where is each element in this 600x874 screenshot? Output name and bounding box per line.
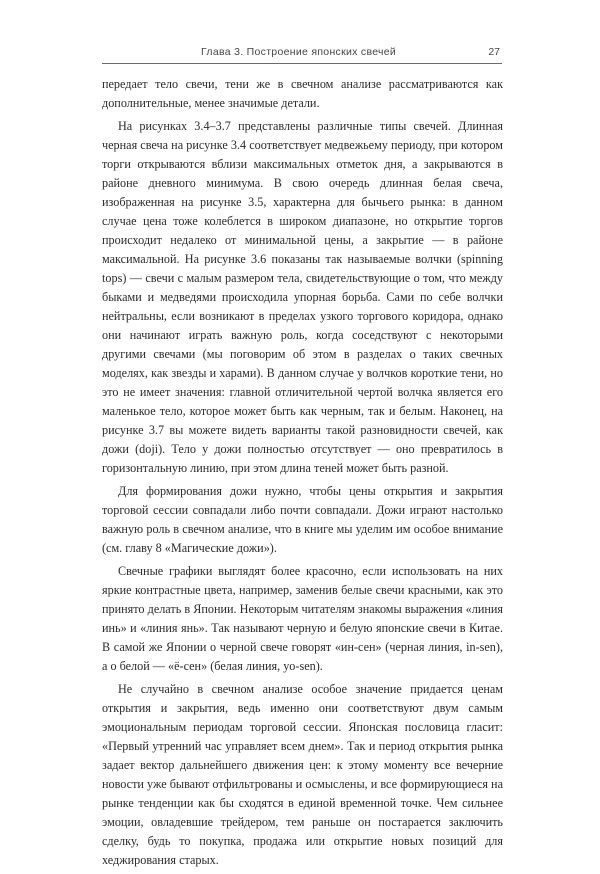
paragraph: Не случайно в свечном анализе особое значение придается ценам открытия и закрытия, ведь именно они соответствуют двум самым эмоциональным периодам торговой сессии. Японская пословица гласит: «Первый утренний час управляет всем днем». Так и период открытия рынка задает вектор дальнейшего движения цен: к этому моменту все вечерние новости уже бывают отфильтрованы и осмыслены, и все формирующиеся на рынке тенденции как бы сходятся в единой временной точке. Чем сильнее эмоции, овладевшие трейдером, тем раньше он постарается заключить сделку, будь то покупка, продажа или открытие новых позиций для хеджирования старых. — [102, 682, 503, 867]
body-text — [102, 75, 503, 874]
paragraph: На рисунках 3.4–3.7 представлены различные типы свечей. Длинная черная свеча на рисунке 3.4 соответствует медвежьему периоду, при котором торги открываются вблизи максимальных отметок дня, а закрываются в районе дневного минимума. В свою очередь длинная белая свеча, изображенная на рисунке 3.5, характерна для бычьего рынка: в данном случае цена тоже колеблется в широком диапазоне, но открытие торгов происходит недалеко от минимальной цены, а закрытие — в районе максимальной. На рисунке 3.6 показаны так называемые волчки (spinning tops) — свечи с малым размером тела, свидетельствующие о том, что между быками и медведями происходила упорная борьба. Сами по себе волчки нейтральны, если возникают в пределах узкого торгового коридора, однако они начинают играть важную роль, когда соседствуют с некоторыми другими свечами (мы поговорим об этом в разделах о таких свечных моделях, как звезды и харами). В данном случае у волчков короткие тени, но это не имеет значения: главной отличительной чертой волчка является его маленькое тело, которое может быть как черным, так и белым. Наконец, на рисунке 3.7 вы можете видеть варианты такой разновидности свечей, как дожи (doji). Тело у дожи полностью отсутствует — оно превратилось в горизонтальную линию, при этом длина теней может быть разной. — [102, 119, 503, 475]
chapter-title: Глава 3. Построение японских свечей — [201, 46, 397, 58]
paragraph: Для формирования дожи нужно, чтобы цены открытия и закрытия торговой сессии совпадали либо почти совпадали. Дожи играют настолько важную роль в свечном анализе, что в книге мы уделим им особое внимание (см. главу 8 «Магические дожи»). — [102, 484, 503, 555]
running-header — [102, 40, 502, 64]
page-number: 27 — [488, 46, 500, 58]
paragraph: Свечные графики выглядят более красочно, если использовать на них яркие контрастные цвета, например, заменив белые свечи красными, как это принято делать в Японии. Некоторым читателям знакомы выражения «линия инь» и «линия янь». Так называют черную и белую японские свечи в Китае. В самой же Японии о черной свече говорят «ин-сен» (черная линия, in-sen), а о белой — «ё-сен» (белая линия, yo-sen). — [102, 564, 503, 673]
paragraph: передает тело свечи, тени же в свечном анализе рассматриваются как дополнительные, менее значимые детали. — [102, 77, 503, 110]
